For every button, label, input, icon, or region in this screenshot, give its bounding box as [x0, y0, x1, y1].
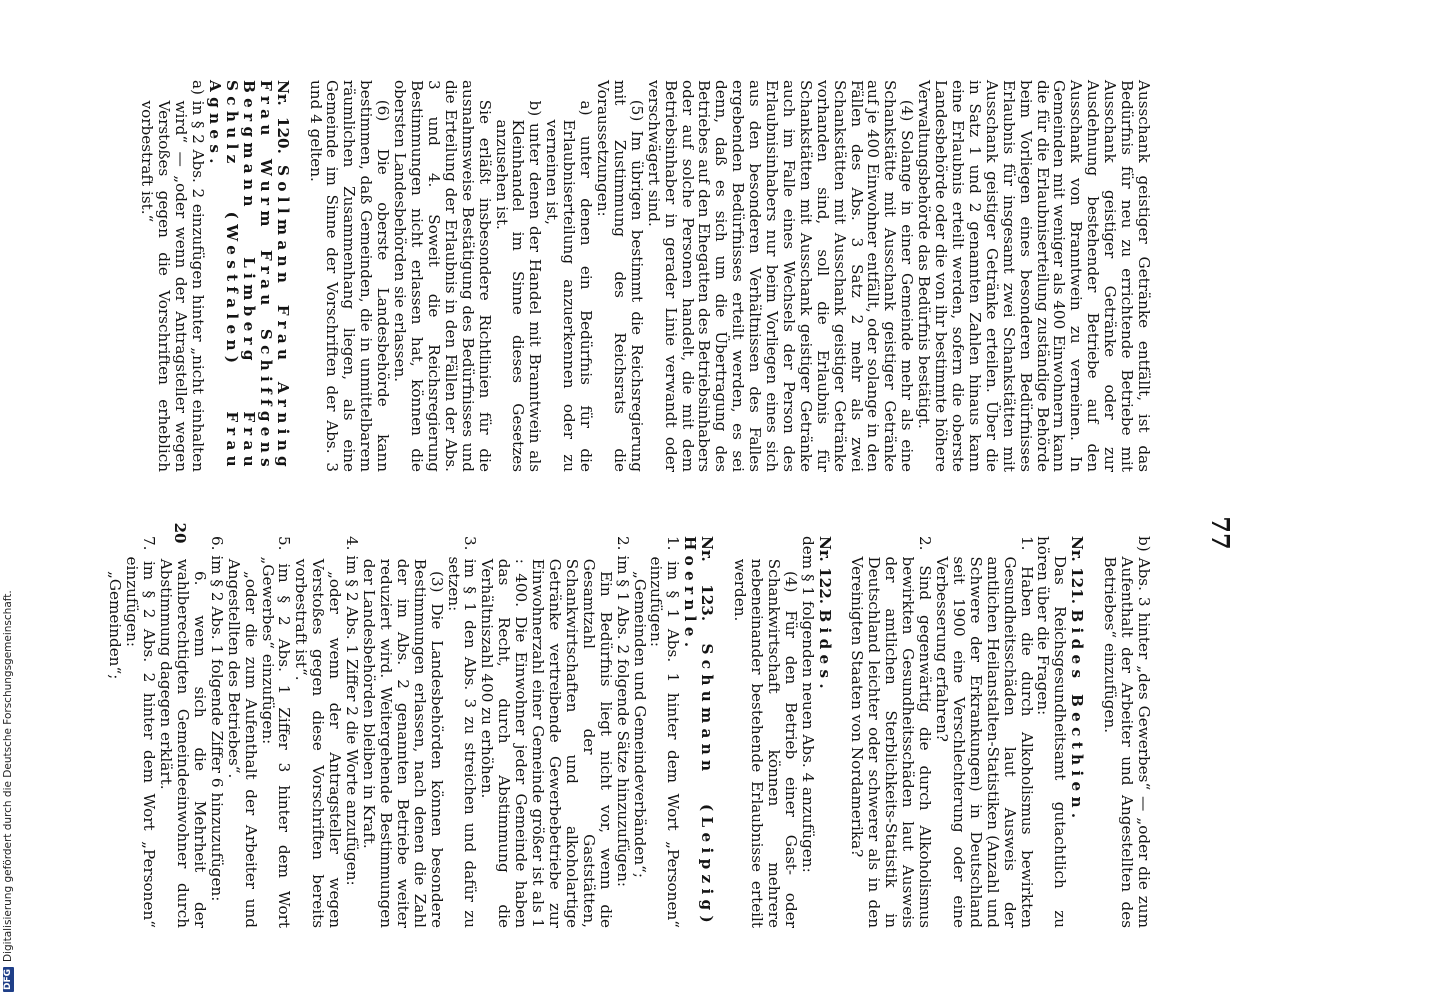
motion-120-item-b: b) Abs. 3 hinter „des Gewerbes“ — „oder die zum Aufenthalt der Arbeiter und Angestellten des Betriebes“ einzufügen.	[1101, 536, 1153, 928]
motion-123-item-4-quote: „oder wenn der Antragsteller wegen Verstoßes gegen diese Vorschriften bereits vorbestraft ist“.	[292, 558, 345, 928]
motion-121-question-2: 2. Sind gegenwärtig die durch Alkoholismus bewirkten Gesundheitsschäden laut Ausweis der amtlichen Sterblichkeits-Statistik in Deutschland leichter oder schwerer als in den Vereinigten Staaten von Nordamerika?	[848, 536, 935, 928]
motion-120-number: Nr. 120.	[273, 80, 292, 154]
motion-120-item-a: a) in § 2 Abs. 2 einzufügen hinter „nicht einhalten wird“ — „oder wenn der Antragsteller wegen Verstoßes gegen die Vorschriften erheblich vorbestraft ist.“	[138, 80, 208, 472]
motion-122-number: Nr. 122.	[815, 536, 834, 605]
page-footer-number: 20	[171, 522, 189, 544]
paragraph-4: (4) Solange in einer Gemeinde mehr als eine Schankstätte mit Ausschank geistiger Getränke auf je 400 Einwohner entfällt, oder solange in den Fällen des Abs. 3 Satz 2 mehr als zwei Schankstätten mit Ausschank geistiger Getränke vorhanden sind, soll die Erlaubnis für Schankstätten mit Ausschank geistiger Getränke auch im Falle eines Wechsels der Person des Erlaubnisinhabers nur beim Vorliegen eines sich aus den besonderen Verhältnissen des Falles ergebenden Bedürfnisses erteilt werden, es sei denn, daß es sich um die Übertragung des Betriebes auf den Ehegatten des Betriebsinhabers oder auf solche Personen handelt, die mit dem Betriebsinhaber in gerader Linie verwandt oder verschwägert sind.	[644, 80, 917, 472]
motion-122-text: dem § 1 folgenden neuen Abs. 4 anzufügen:	[798, 536, 817, 873]
left-column	[139, 80, 1152, 472]
motion-123-item-7: 7. im § 2 Abs. 2 hinter dem Wort „Personen“ einzufügen:	[123, 536, 159, 928]
motion-121-question-1: 1. Haben die durch Alkoholismus bewirkten Gesundheitsschäden laut Ausweis der amtlichen Heilanstalten-Statistiken (Anzahl und Schwere der Erkrankungen) in Deutschland seit 1900 eine Verschlechterung oder eine Verbesserung erfahren?	[933, 536, 1036, 928]
paragraph-6: (6) Die oberste Landesbehörde kann bestimmen, daß Gemeinden, die in unmittelbarem räumlichen Zusammenhang liegen, als eine Gemeinde im Sinne der Vorschriften der Abs. 3 und 4 gelten.	[306, 80, 393, 472]
motion-123-item-7-quote: „Gemeinden“;	[106, 570, 125, 680]
motion-123-item-1: 1. im § 1 Abs. 1 hinter dem Wort „Personen“ einzufügen:	[647, 536, 683, 928]
motion-122-names: Bides.	[815, 609, 834, 695]
motion-123-names: Schumann (Leipzig) Hoernle.	[681, 536, 717, 928]
list-item-b: b) unter denen der Handel mit Branntwein als Kleinhandel im Sinne dieses Gesetzes anzusehen ist.	[492, 100, 545, 472]
list-item-a: a) unter denen ein Bedürfnis für die Erlaubniserteilung anzuerkennen oder zu verneinen ist,	[543, 100, 596, 472]
dfg-logo-icon: DFG	[2, 968, 13, 990]
paragraph-richtlinien: Sie erläßt insbesondere Richtlinien für die ausnahmsweise Bestätigung des Bedürfnisses und die Erteilung der Erlaubnis in den Fällen der Abs. 3 und 4. Soweit die Reichsregierung Bestimmungen nicht erlassen hat, können die obersten Landesbehörden sie erlassen.	[391, 80, 494, 472]
motion-123-item-5-quote: „oder die zum Aufenthalt der Arbeiter und Angestellten des Betriebes“.	[224, 558, 260, 928]
motion-123-item-4: 4. im § 2 Abs. 1 Ziffer 2 die Worte anzufügen:	[343, 536, 362, 886]
motion-123-item-2-quote: Ein Bedürfnis liegt nicht vor, wenn die Gesamtzahl der Gaststätten, Schankwirtschaften und alkoholartige Getränke vertreibende Gewerbebetriebe zur Einwohnerzahl einer Gemeinde größer ist als 1 : 400. Die Einwohner jeder Gemeinde haben das Recht, durch Abstimmung die Verhältniszahl 400 zu erhöhen.	[478, 558, 615, 928]
paragraph-ausschank: Ausschank geistiger Getränke entfällt, ist das Bedürfnis für neu zu errichtende Betriebe mit Ausschank geistiger Getränke oder zur Ausdehnung bestehender Betriebe auf den Ausschank von Branntwein zu verneinen. In Gemeinden mit weniger als 400 Einwohnern kann die für die Erlaubniserteilung zuständige Behörde beim Vorliegen eines besonderen Bedürfnisses Erlaubnis für insgesamt zwei Schankstätten mit Ausschank geistiger Getränke erteilen. Über die in Satz 1 und 2 genannten Zahlen hinaus kann eine Erlaubnis erteilt werden, sofern die oberste Landesbehörde oder die von ihr bestimmte höhere Verwaltungsbehörde das Bedürfnis bestätigt.	[915, 80, 1153, 472]
rotated-page-content	[98, 78, 1235, 988]
motion-123-number: Nr. 123.	[698, 536, 717, 622]
motion-123-item-6: 6. im § 2 Abs. 1 folgende Ziffer 6 hinzuzufügen:	[207, 536, 226, 902]
motion-120-names: Sollmann Frau Arning Frau Wurm Frau Schiffgens Bergmann Limberg Frau Schulz (Westfalen) Frau Agnes.	[206, 80, 292, 472]
motion-123-item-3-quote: (3) Die Landesbehörden können besondere Bestimmungen erlassen, nach denen die Zahl der im Abs. 2 genannten Betriebe weiter reduziert wird. Weitergehende Bestimmungen der Landesbehörden bleiben in Kraft.	[360, 558, 446, 928]
motion-123-item-6-quote: 6. wenn sich die Mehrheit der wahlberechtigten Gemeindeeinwohner durch Abstimmung dagegen erklärt.	[157, 558, 209, 928]
page-number: 77	[1206, 516, 1235, 550]
motion-122-heading	[816, 536, 833, 928]
motion-121-number: Nr. 121.	[1068, 536, 1087, 605]
motion-123-item-3: 3. im § 1 den Abs. 3 zu streichen und dafür zu setzen:	[444, 536, 480, 928]
motion-121-names: Bides Becthien.	[1068, 609, 1087, 824]
right-column	[107, 536, 1152, 928]
motion-121-text: Das Reichsgesundheitsamt gutachtlich zu hören über die Fragen:	[1034, 536, 1070, 928]
motion-123-item-1-quote: „Gemeinden und Gemeindeverbänden“;	[630, 570, 649, 879]
motion-123-item-2: 2. im § 1 Abs. 2 folgende Sätze hinzuzufügen:	[613, 536, 632, 887]
credit-text: Digitalisierung gefördert durch die Deutsche Forschungsgemeinschaft.	[2, 590, 14, 962]
motion-120-heading	[206, 80, 291, 472]
motion-122-quote: (4) Für den Betrieb einer Gast- oder Schankwirtschaft können mehrere nebeneinander bestehende Erlaubnisse erteilt werden.	[731, 558, 800, 928]
paragraph-5: (5) Im übrigen bestimmt die Reichsregierung mit Zustimmung des Reichsrats die Voraussetzungen:	[594, 80, 646, 472]
motion-123-heading	[681, 536, 715, 928]
motion-121-heading	[1068, 536, 1085, 928]
motion-123-item-5: 5. im § 2 Abs. 1 Ziffer 3 hinter dem Wort „Gewerbes“ einzufügen:	[258, 536, 294, 928]
